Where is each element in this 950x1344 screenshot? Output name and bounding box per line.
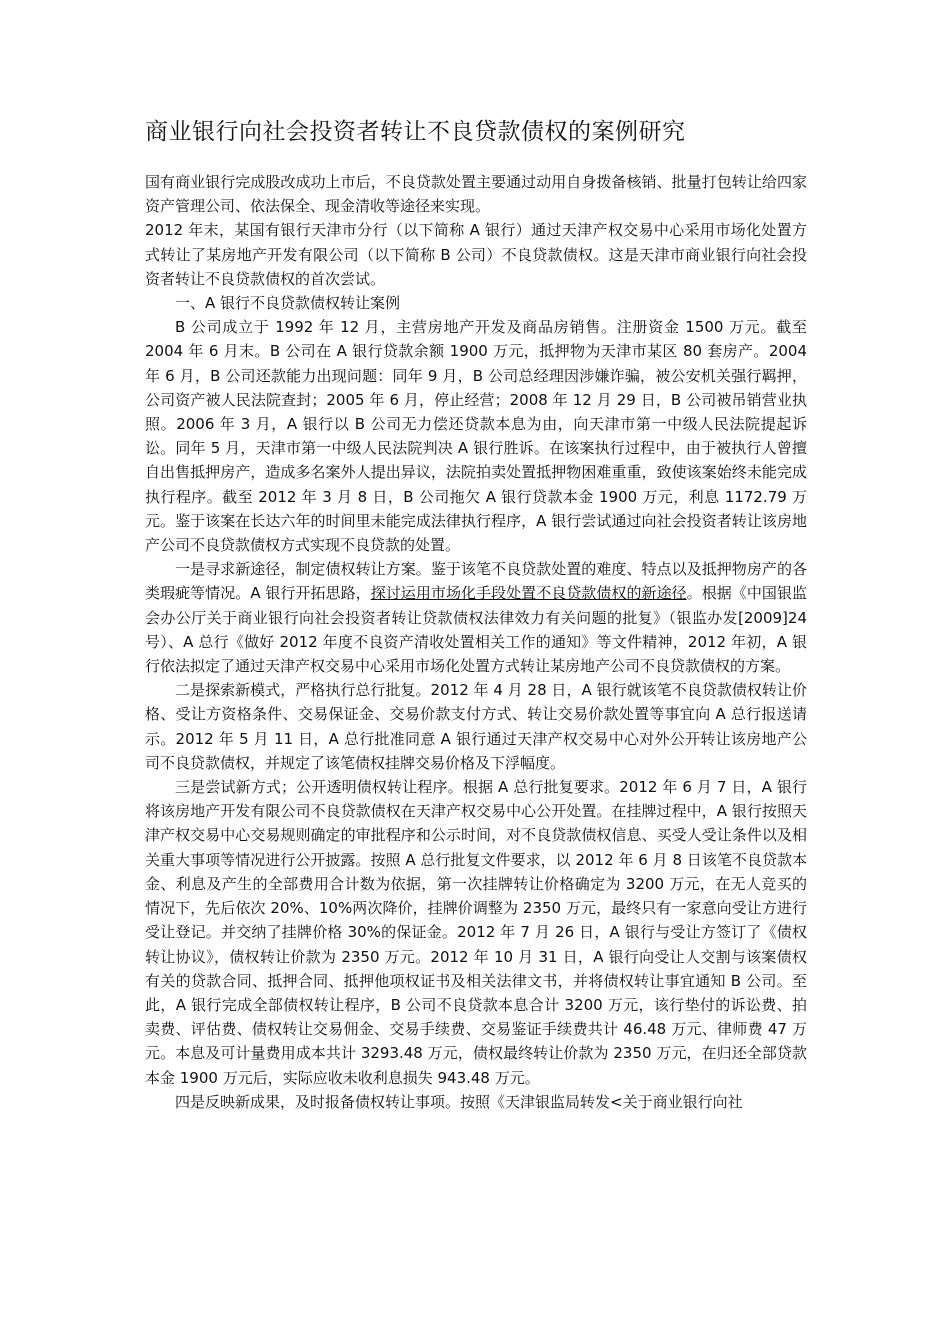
- paragraph-new-approach: [145, 557, 807, 678]
- paragraph-new-model: 二是探索新模式，严格执行总行批复。2012 年 4 月 28 日，A 银行就该笔不良贷款债权转让价格、受让方资格条件、交易保证金、交易价款支付方式、转让交易价款处置等事宜向 A 总行报送请示。2012 年 5 月 11 日，A 总行批准同意 A 银行通过天津产权交易中心对外公开转让该房地产公司不良贷款债权，并规定了该笔债权挂牌交易价格及下浮幅度。: [145, 681, 807, 772]
- paragraph-new-results: 四是反映新成果，及时报备债权转让事项。按照《天津银监局转发<关于商业银行向社: [175, 1092, 743, 1111]
- paragraph-new-approach-part2: 。根据《中国银监会办公厅关于商业银行向社会投资者转让贷款债权法律效力有关问题的批复》（银监办发[2009]24 号）、A 总行《做好 2012 年度不良资产清收处置相关工作的通知》等文件精神，2012 年初，A 银行依法拟定了通过天津产权交易中心采用市场化处置方式转让某房地产公司不良贷款债权的方案。: [145, 584, 807, 676]
- paragraph-company-history: B 公司成立于 1992 年 12 月，主营房地产开发及商品房销售。注册资金 1500 万元。截至 2004 年 6 月末。B 公司在 A 银行贷款余额 1900 万元，抵押物为天津市某区 80 套房产。2004 年 6 月，B 公司还款能力出现问题：同年 9 月，B 公司总经理因涉嫌诈骗，被公安机关强行羁押，公司资产被人民法院查封；2005 年 6 月，停止经营；2008 年 12 月 29 日，B 公司被吊销营业执照。2006 年 3 月，A 银行以 B 公司无力偿还贷款本息为由，向天津市第一中级人民法院提起诉讼。同年 5 月，天津市第一中级人民法院判决 A 银行胜诉。在该案执行过程中，由于被执行人曾擅自出售抵押房产，造成多名案外人提出异议，法院拍卖处置抵押物困难重重，致使该案始终未能完成执行程序。截至 2012 年 3 月 8 日，B 公司拖欠 A 银行贷款本金 1900 万元，利息 1172.79 万元。鉴于该案在长达六年的时间里未能完成法律执行程序，A 银行尝试通过向社会投资者转让该房地产公司不良贷款债权方式实现不良贷款的处置。: [145, 318, 807, 555]
- document-page: [145, 112, 807, 1114]
- paragraph-new-method: 三是尝试新方式；公开透明债权转让程序。根据 A 总行批复要求。2012 年 6 月 7 日，A 银行将该房地产开发有限公司不良贷款债权在天津产权交易中心公开处置。在挂牌过程中，A 银行按照天津产权交易中心交易规则确定的审批程序和公示时间，对不良贷款债权信息、买受人受让条件以及相关重大事项等情况进行公开披露。按照 A 总行批复文件要求，以 2012 年 6 月 8 日该笔不良贷款本金、利息及产生的全部费用合计数为依据，第一次挂牌转让价格确定为 3200 万元，在无人竞买的情况下，先后依次 20%、10%两次降价，挂牌价调整为 2350 万元，最终只有一家意向受让方进行受让登记。并交纳了挂牌价格 30%的保证金。2012 年 7 月 26 日，A 银行与受让方签订了《债权转让协议》，债权转让价款为 2350 万元。2012 年 10 月 31 日，A 银行向受让人交割与该案债权有关的贷款合同、抵押合同、抵押他项权证书及相关法律文书，并将债权转让事宜通知 B 公司。至此，A 银行完成全部债权转让程序，B 公司不良贷款本息合计 3200 万元，该行垫付的诉讼费、拍卖费、评估费、债权转让交易佣金、交易手续费、交易鉴证手续费共计 46.48 万元、律师费 47 万元。本息及可计量费用成本共计 3293.48 万元，债权最终转让价款为 2350 万元，在归还全部贷款本金 1900 万元后，实际应收未收利息损失 943.48 万元。: [145, 778, 807, 1087]
- paragraph-intro: 国有商业银行完成股改成功上市后，不良贷款处置主要通过动用自身拨备核销、批量打包转让给四家资产管理公司、依法保全、现金清收等途径来实现。: [145, 173, 807, 216]
- paragraph-background: 2012 年末，某国有银行天津市分行（以下简称 A 银行）通过天津产权交易中心采用市场化处置方式转让了某房地产开发有限公司（以下简称 B 公司）不良贷款债权。这是天津市商业银行向社会投资者转让不良贷款债权的首次尝试。: [145, 221, 807, 288]
- underlined-phrase: 探讨运用市场化手段处置不良贷款债权的新途径: [370, 584, 687, 603]
- document-title: 商业银行向社会投资者转让不良贷款债权的案例研究: [145, 119, 686, 145]
- section-heading-case: 一、A 银行不良贷款债权转让案例: [175, 294, 401, 313]
- paragraph-new-approach-part1: 一是寻求新途径，制定债权转让方案。鉴于该笔不良贷款处置的难度、特点以及抵押物房产的各类瑕疵等情况。A 银行开拓思路，: [145, 560, 807, 603]
